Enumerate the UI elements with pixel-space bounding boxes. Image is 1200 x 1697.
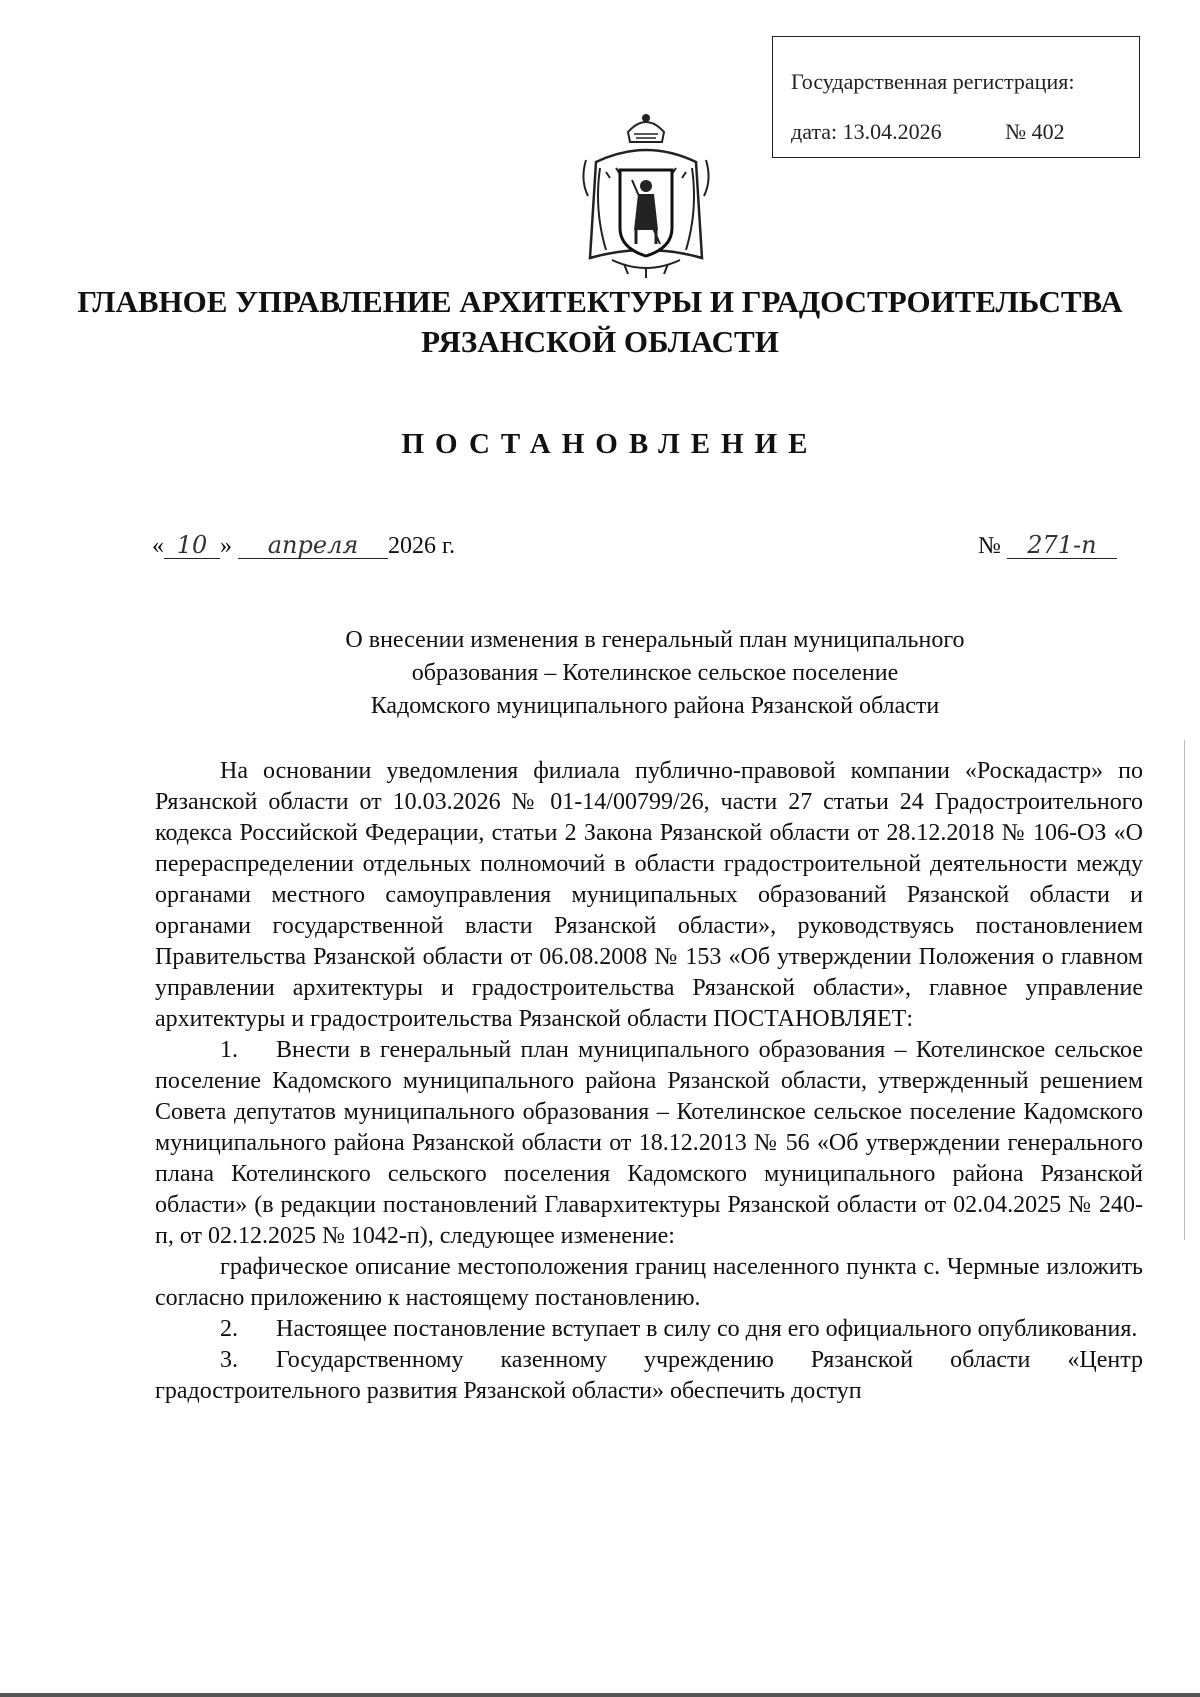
item-2-number: 2. bbox=[220, 1316, 238, 1342]
document-body bbox=[155, 756, 1143, 1407]
scan-edge-line bbox=[1184, 740, 1185, 1240]
item-2-text: Настоящее постановление вступает в силу со дня его официального опубликования. bbox=[276, 1316, 1138, 1342]
subject-line-2: образования – Котелинское сельское поселение bbox=[411, 660, 899, 686]
item-1-number: 1. bbox=[220, 1037, 238, 1063]
authority-line-2: РЯЗАНСКОЙ ОБЛАСТИ bbox=[421, 324, 779, 359]
item-2 bbox=[155, 1314, 1143, 1345]
preamble-paragraph: На основании уведомления филиала публично-правовой компании «Роскадастр» по Рязанской области от 10.03.2026 № 01-14/00799/26, части 27 статьи 24 Градостроительного кодекса Российской Федерации, статьи 2 Закона Рязанской области от 28.12.2018 № 106-ОЗ «О перераспределении отдельных полномочий в области градостроительной деятельности между органами местного самоуправления муниципальных образований Рязанской области и органами государственной власти Рязанской области», руководствуясь постановлением Правительства Рязанской области от 06.08.2008 № 153 «Об утверждении Положения о главном управлении архитектуры и градостроительства Рязанской области», главное управление архитектуры и градостроительства Рязанской области ПОСТАНОВЛЯЕТ: bbox=[155, 758, 1143, 1032]
item-3-text: Государственному казенному учреждению Рязанской области «Центр градостроительного развития Рязанской области» обеспечить доступ bbox=[155, 1347, 1143, 1404]
scan-bottom-edge bbox=[0, 1693, 1200, 1697]
document-date bbox=[152, 532, 455, 560]
number-value: 271-п bbox=[1007, 532, 1117, 559]
registration-number: № 402 bbox=[1005, 119, 1065, 144]
subject-line-3: Кадомского муниципального района Рязанской области bbox=[370, 693, 940, 719]
registration-date: дата: 13.04.2026 bbox=[791, 119, 942, 144]
number-prefix: № bbox=[978, 533, 1001, 559]
date-day: 10 bbox=[164, 532, 220, 559]
item-1-text: Внести в генеральный план муниципального образования – Котелинское сельское поселение Кадомского муниципального района Рязанской области, утвержденный решением Совета депутатов муниципального образования – Котелинское сельское поселение Кадомского муниципального района Рязанской области от 18.12.2013 № 56 «Об утверждении генерального плана Котелинского сельского поселения Кадомского муниципального района Рязанской области» (в редакции постановлений Главархитектуры Рязанской области от 02.04.2025 № 240-п, от 02.12.2025 № 1042-п), следующее изменение: bbox=[155, 1037, 1143, 1249]
issuing-authority bbox=[0, 282, 1200, 362]
date-open-quote: « bbox=[152, 533, 164, 559]
date-close-quote: » bbox=[220, 533, 232, 559]
item-3-number: 3. bbox=[220, 1347, 238, 1373]
subject-line-1: О внесении изменения в генеральный план муниципального bbox=[345, 627, 965, 653]
document-number bbox=[978, 532, 1117, 560]
date-year: 2026 г. bbox=[388, 533, 456, 559]
document-subject bbox=[0, 624, 1200, 723]
item-1 bbox=[155, 1035, 1143, 1252]
document-type: ПОСТАНОВЛЕНИЕ bbox=[401, 428, 819, 460]
registration-stamp bbox=[772, 36, 1140, 158]
registration-title: Государственная регистрация: bbox=[791, 69, 1075, 94]
ryazan-coat-of-arms-icon bbox=[576, 110, 716, 280]
registration-row bbox=[791, 107, 1139, 157]
date-month: апреля bbox=[238, 532, 388, 559]
authority-line-1: ГЛАВНОЕ УПРАВЛЕНИЕ АРХИТЕКТУРЫ И ГРАДОСТРОИТЕЛЬСТВА bbox=[77, 284, 1123, 319]
item-1-sub: графическое описание местоположения границ населенного пункта с. Чермные изложить согласно приложению к настоящему постановлению. bbox=[155, 1254, 1143, 1311]
item-3 bbox=[155, 1345, 1143, 1407]
